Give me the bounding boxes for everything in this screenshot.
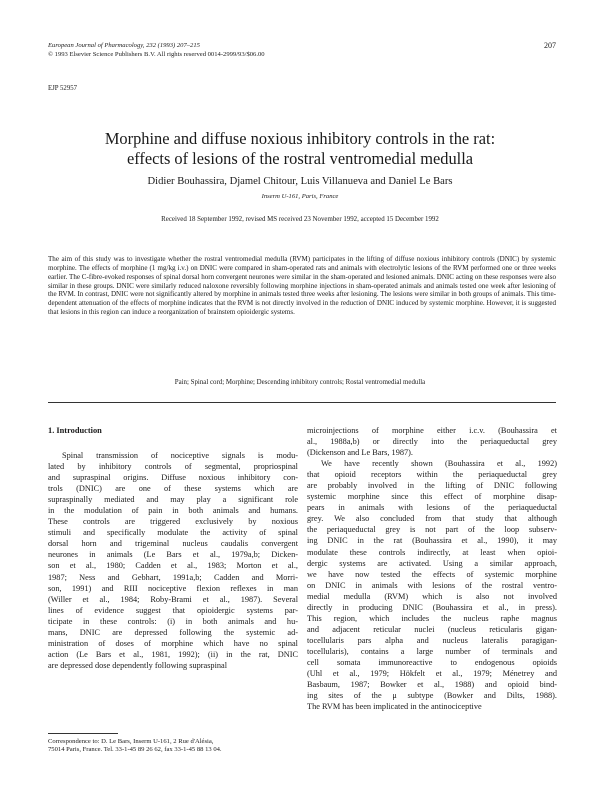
text-line: supraspinally mediated and may play a significant role [48, 495, 298, 505]
text-line: modulate these controls indirectly, at least when opioi- [307, 547, 557, 557]
text-line: the periaqueductal grey is not part of the loop subserv- [307, 525, 557, 535]
text-line: and adjacent reticular nuclei (nucleus reticularis gigan- [307, 624, 557, 634]
text-line: neurones in animals (Le Bars et al., 1979a,b; Dicken- [48, 550, 298, 560]
text-line: (Dickenson and Le Bars, 1987). [307, 448, 413, 458]
text-line: are depressed dose dependently following supraspinal [48, 660, 228, 670]
title-line: Morphine and diffuse noxious inhibitory controls in the rat: [104, 129, 496, 148]
author-list: Didier Bouhassira, Djamel Chitour, Luis Villanueva and Daniel Le Bars [147, 176, 453, 187]
text-line: This region, which includes the nucleus raphe magnus [307, 613, 557, 623]
affiliation: Inserm U-161, Paris, France [261, 193, 339, 200]
footnote-divider [48, 733, 118, 734]
page-number: 207 [544, 41, 556, 50]
text-line: son et al., 1980; Cadden et al., 1983; Morton et al., [48, 561, 298, 571]
text-line: in the modulation of pain in both animals and humans. [48, 506, 298, 516]
text-line: trols (DNIC) are one of these systems which are [48, 484, 298, 494]
text-line: ing DNIC in the rat (Bouhassira et al., 1990), it may [307, 536, 557, 546]
text-line: lated by inhibitory controls of segmental, propriospinal [48, 462, 298, 472]
text-line: dorsal horn and trigeminal nucleus caudalis convergent [48, 539, 298, 549]
text-line: directly in producing DNIC (Bouhassira et al., in press). [307, 602, 557, 612]
text-line: lines of evidence suggest that opioidergic systems par- [48, 605, 298, 615]
text-line: microinjections of morphine either i.c.v. (Bouhassira et [307, 426, 557, 435]
text-line: ticipate in these controls: (i) in both animals and hu- [48, 616, 298, 626]
copyright-line: © 1993 Elsevier Science Publishers B.V. All rights reserved 0014-2999/93/$06.00 [48, 50, 265, 58]
text-line: are probably involved in the lifting of DNIC following [307, 481, 557, 491]
received-dates: Received 18 September 1992, revised MS received 23 November 1992, accepted 15 December 1992 [161, 216, 439, 223]
running-header [48, 42, 556, 59]
abstract: The aim of this study was to investigate whether the rostral ventromedial medulla (RVM) participates in the lifting of diffuse noxious inhibitory controls (DNIC) by systemic morphine. The effects of morphine (1 mg/kg i.v.) on DNIC were compared in sham-operated rats and animals with electrolytic lesions of the RVM performed one or three weeks earlier. The C-fibre-evoked responses of spinal dorsal horn convergent neurones were similar in the sham-operated and lesioned animals. DNIC acting on these responses were also similar in these groups. DNIC were similarly reduced naloxone reversibly following morphine injections in sham-operated animals and animals tested one week after lesioning of the RVM. In contrast, DNIC were not significantly altered by morphine in animals tested three weeks after lesioning. The lesions were similar in both groups of animals. This time-dependent attenuation of the effects of morphine indicates that the RVM is not directly involved in the reduction of DNIC induced by systemic morphine. However, it is suggested that lesions in this region can induce a reorganization of brainstem opioidergic systems. [48, 255, 556, 317]
text-line: grey. We also concluded from that study that although [307, 514, 557, 524]
text-line: tocellularis), contains a large number of terminals and [307, 646, 557, 656]
text-line: These controls are triggered exclusively by noxious [48, 517, 298, 527]
text-line: We have recently shown (Bouhassira et al., 1992) [321, 459, 557, 469]
divider [48, 402, 556, 403]
text-line: dergic systems are activated. Using a similar approach, [307, 558, 557, 568]
footnote [48, 738, 302, 755]
right-column [307, 425, 557, 712]
title-line: effects of lesions of the rostral ventromedial medulla [126, 148, 474, 168]
text-line: son, 1991) and RIII nociceptive flexion reflexes in man [48, 583, 298, 593]
text-line: stimuli and specifically modulate the activity of spinal [48, 528, 298, 538]
text-line: on DNIC in animals with lesions of the rostral ventro- [307, 580, 557, 590]
footnote-line: Correspondence to: D. Le Bars, Inserm U-161, 2 Rue d'Alésia, [48, 738, 214, 745]
text-line: (Uhl et al., 1979; Hökfelt et al., 1979; Ménetrey and [307, 669, 557, 679]
text-line: Basbaum, 1987; Bowker et al., 1988) and opioid bind- [307, 680, 557, 690]
text-line: Spinal transmission of nociceptive signals is modu- [62, 451, 298, 460]
text-line: systemic morphine since this effect of morphine disap- [307, 492, 557, 502]
article-title [40, 129, 560, 168]
text-line: tocellularis pars alpha and nucleus lateralis paragigan- [307, 635, 557, 645]
text-line: that opioid receptors within the periaqueductal grey [307, 470, 557, 480]
text-line: we have now tested the effects of systemic morphine [307, 569, 557, 579]
text-line: 1987; Ness and Gebhart, 1991a,b; Cadden and Morri- [48, 572, 298, 582]
text-line: ministration of doses of morphine which have no spinal [48, 638, 298, 648]
article-code: EJP 52957 [48, 85, 78, 92]
keywords: Pain; Spinal cord; Morphine; Descending inhibitory controls; Rostal ventromedial medulla [174, 379, 426, 386]
text-line: The RVM has been implicated in the antinociceptive [307, 702, 482, 712]
text-line: al., 1988a,b) or directly into the periaqueductal grey [307, 437, 557, 447]
text-line: pears in animals with lesions of the periaqueductal [307, 503, 557, 513]
text-line: ing sites of the μ subtype (Bowker and Dilts, 1988). [307, 691, 557, 701]
text-line: cell somata immunoreactive to endogenous opioids [307, 657, 557, 667]
journal-citation: European Journal of Pharmacology, 232 (1993) 207–215 [48, 42, 200, 49]
footnote-line: 75014 Paris, France. Tel. 33-1-45 89 26 62, fax 33-1-45 88 13 04. [48, 746, 222, 754]
left-column [48, 425, 298, 671]
text-line: mans, DNIC are depressed following the systemic ad- [48, 627, 298, 637]
text-line: (Willer et al., 1984; Roby-Brami et al., 1987). Several [48, 594, 298, 604]
text-line: action (Le Bars et al., 1981, 1992); (ii) in the rat, DNIC [48, 649, 298, 659]
section-heading: 1. Introduction [48, 426, 102, 435]
text-line: medial medulla (RVM) which is also not involved [307, 591, 557, 601]
text-line: and supraspinal origins. Diffuse noxious inhibitory con- [48, 473, 298, 483]
